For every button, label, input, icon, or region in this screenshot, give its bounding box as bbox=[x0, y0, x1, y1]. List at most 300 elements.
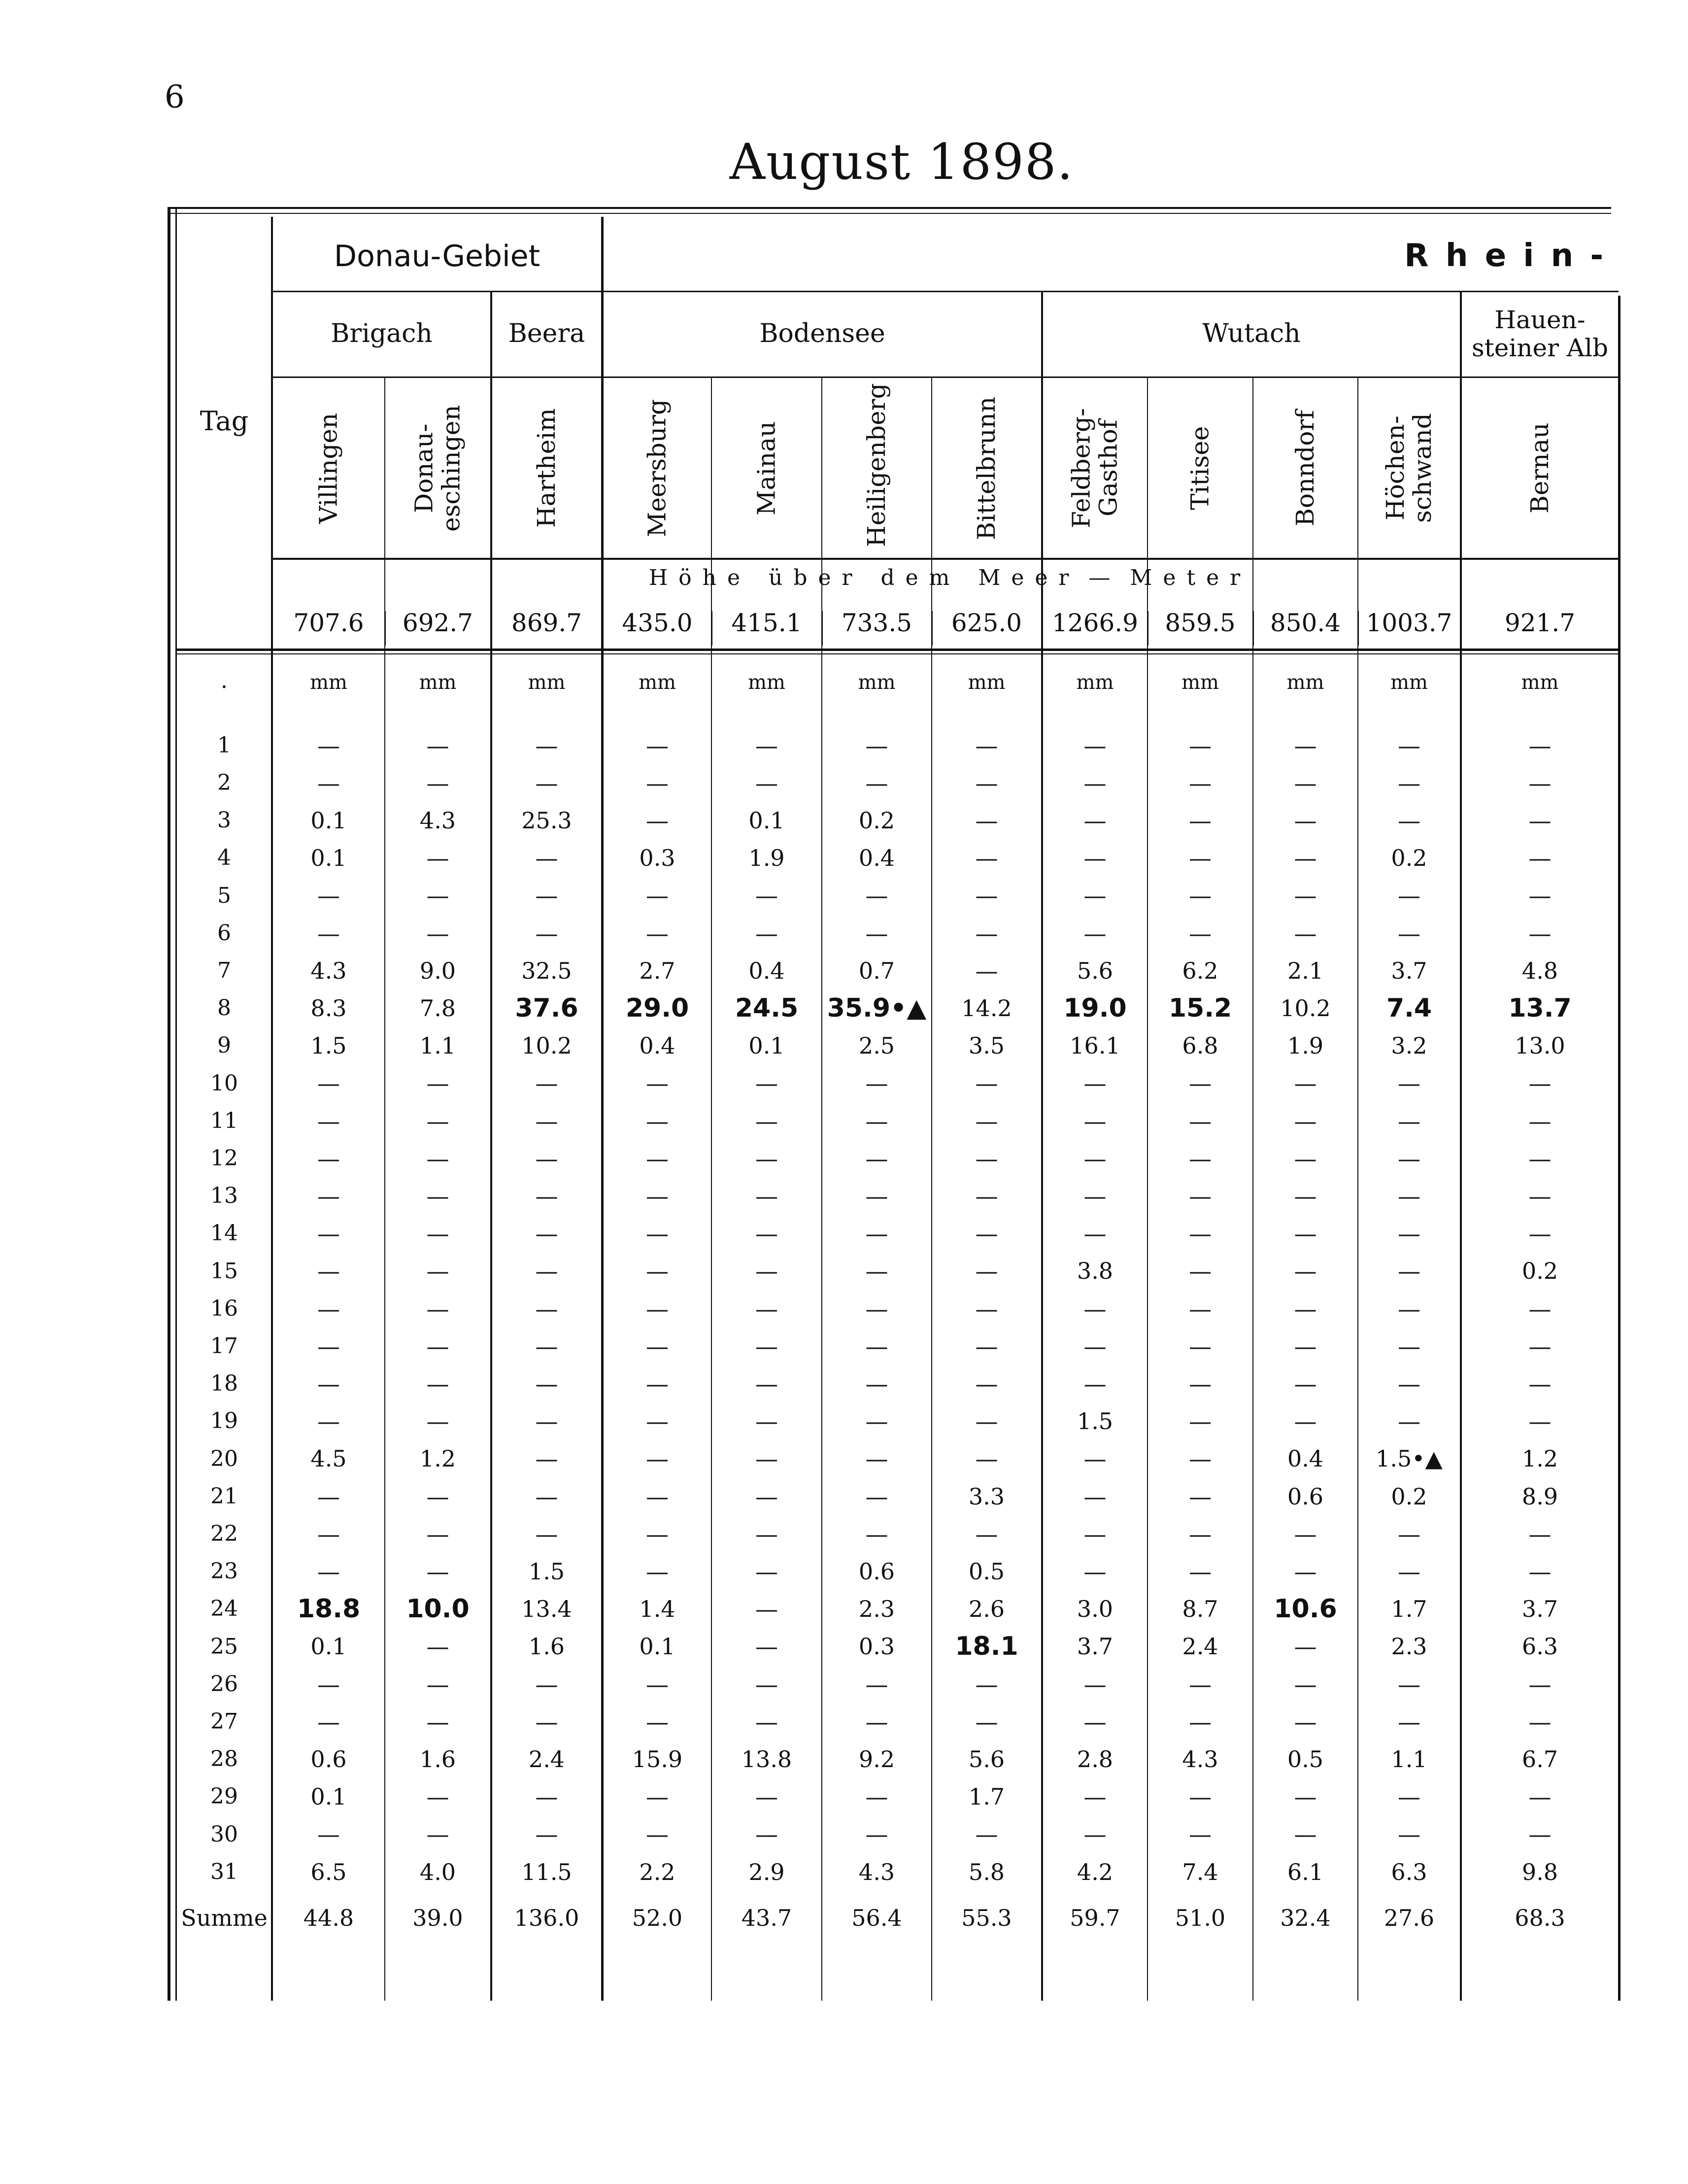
dash-cell: — bbox=[975, 1258, 998, 1285]
dash-cell: — bbox=[1398, 1520, 1420, 1547]
dash-cell: — bbox=[1294, 1370, 1317, 1398]
dash-cell: — bbox=[755, 1558, 778, 1585]
dash-cell: — bbox=[646, 1783, 669, 1810]
precip-value: 0.7 bbox=[858, 957, 895, 984]
sum-value: 39.0 bbox=[412, 1904, 463, 1931]
dash-cell: — bbox=[755, 1295, 778, 1322]
precip-value: 2.3 bbox=[858, 1596, 895, 1623]
precip-value: 15.9 bbox=[632, 1746, 683, 1773]
dash-cell: — bbox=[426, 1483, 449, 1510]
dash-cell: — bbox=[1083, 807, 1107, 834]
sum-label: Summe bbox=[181, 1904, 268, 1931]
dash-cell: — bbox=[975, 732, 998, 759]
day-number: 2 bbox=[217, 770, 231, 795]
day-number: 25 bbox=[210, 1634, 238, 1659]
dash-cell: — bbox=[1398, 1295, 1420, 1322]
dash-cell: — bbox=[646, 769, 669, 796]
precip-value: 0.5 bbox=[1287, 1746, 1324, 1773]
dash-cell: — bbox=[1294, 1295, 1317, 1322]
sum-value: 59.7 bbox=[1070, 1904, 1120, 1931]
subgroup-bodensee: Bodensee bbox=[759, 319, 885, 349]
precip-value: 7.8 bbox=[419, 995, 456, 1022]
dash-cell: — bbox=[755, 1520, 778, 1547]
precip-value: 14.2 bbox=[961, 995, 1012, 1022]
station-name bbox=[273, 389, 384, 547]
dash-cell: — bbox=[1294, 1070, 1317, 1097]
dash-cell: — bbox=[426, 1408, 449, 1435]
precip-value: 1.9 bbox=[1287, 1032, 1324, 1059]
station-name-line2: Gasthof bbox=[1094, 419, 1123, 517]
day-number: 5 bbox=[217, 883, 231, 908]
dash-cell: — bbox=[1528, 1107, 1552, 1134]
precip-value: 1.6 bbox=[419, 1746, 456, 1773]
dash-cell: — bbox=[1398, 1408, 1420, 1435]
dash-cell: — bbox=[426, 1220, 449, 1247]
dash-cell: — bbox=[975, 1708, 998, 1735]
tag-header: Tag bbox=[200, 405, 249, 437]
precip-value: 3.3 bbox=[968, 1483, 1005, 1510]
precip-value: 9.8 bbox=[1521, 1858, 1558, 1885]
dash-cell: — bbox=[975, 1445, 998, 1472]
precip-value: 1.2 bbox=[1521, 1445, 1558, 1472]
precip-value: 2.1 bbox=[1287, 957, 1324, 984]
station-name bbox=[492, 389, 601, 547]
dash-cell: — bbox=[1294, 1558, 1317, 1585]
dash-cell: — bbox=[646, 1671, 669, 1698]
station-name-line1: Bittelbrunn bbox=[972, 396, 1001, 540]
dash-cell: — bbox=[1398, 1107, 1420, 1134]
dash-cell: — bbox=[317, 1107, 340, 1134]
dash-cell: — bbox=[426, 1633, 449, 1660]
dash-cell: — bbox=[755, 769, 778, 796]
precip-value: 29.0 bbox=[625, 993, 689, 1023]
precip-value: 1.4 bbox=[639, 1596, 675, 1623]
dash-cell: — bbox=[646, 1520, 669, 1547]
precip-value: 6.1 bbox=[1287, 1858, 1324, 1885]
dash-cell: — bbox=[535, 1821, 558, 1848]
dash-cell: — bbox=[1083, 1558, 1107, 1585]
unit-label: mm bbox=[748, 671, 785, 694]
precip-value: 1.5 bbox=[528, 1558, 565, 1585]
precip-value: 1.1 bbox=[419, 1032, 456, 1059]
precip-value: 1.6 bbox=[528, 1633, 565, 1660]
sum-value: 55.3 bbox=[961, 1904, 1012, 1931]
precip-value: 0.6 bbox=[858, 1558, 895, 1585]
dash-cell: — bbox=[1083, 845, 1107, 872]
dash-cell: — bbox=[1294, 1183, 1317, 1210]
dash-cell: — bbox=[865, 1671, 888, 1698]
dash-cell: — bbox=[1528, 769, 1552, 796]
dash-cell: — bbox=[755, 1596, 778, 1623]
subgroup-wutach: Wutach bbox=[1202, 319, 1301, 349]
dash-cell: — bbox=[865, 920, 888, 947]
dash-cell: — bbox=[1398, 807, 1420, 834]
dash-cell: — bbox=[1398, 1220, 1420, 1247]
dash-cell: — bbox=[975, 845, 998, 872]
day-number: 28 bbox=[210, 1746, 238, 1772]
frame-right bbox=[1618, 296, 1620, 2001]
dash-cell: — bbox=[1083, 1708, 1107, 1735]
station-name bbox=[1253, 389, 1357, 547]
dash-cell: — bbox=[1189, 1408, 1212, 1435]
dash-cell: — bbox=[1528, 732, 1552, 759]
station-name bbox=[1358, 389, 1460, 547]
day-number: 26 bbox=[210, 1671, 238, 1697]
dash-cell: — bbox=[865, 1520, 888, 1547]
precip-value: 37.6 bbox=[515, 993, 578, 1023]
unit-label: mm bbox=[1390, 671, 1428, 694]
dash-cell: — bbox=[975, 957, 998, 984]
dash-cell: — bbox=[755, 1258, 778, 1285]
dash-cell: — bbox=[755, 1183, 778, 1210]
precip-value: 24.5 bbox=[735, 993, 799, 1023]
station-elevation: 1266.9 bbox=[1052, 609, 1138, 638]
sum-value: 68.3 bbox=[1515, 1904, 1565, 1931]
dash-cell: — bbox=[1083, 1070, 1107, 1097]
dash-cell: — bbox=[755, 1708, 778, 1735]
subgroup-divider bbox=[271, 376, 1619, 378]
subgroup-hauensteiner-alb bbox=[1462, 292, 1618, 376]
dash-cell: — bbox=[1189, 1708, 1212, 1735]
dash-cell: — bbox=[975, 1821, 998, 1848]
dash-cell: — bbox=[535, 1220, 558, 1247]
precip-value: 0.4 bbox=[639, 1032, 675, 1059]
dash-cell: — bbox=[1083, 1671, 1107, 1698]
dash-cell: — bbox=[426, 1183, 449, 1210]
dash-cell: — bbox=[1294, 769, 1317, 796]
dash-cell: — bbox=[317, 1332, 340, 1360]
dash-cell: — bbox=[1189, 732, 1212, 759]
dash-cell: — bbox=[646, 1370, 669, 1398]
precip-value: 0.1 bbox=[639, 1633, 675, 1660]
dash-cell: — bbox=[755, 1070, 778, 1097]
dash-cell: — bbox=[1528, 1671, 1552, 1698]
station-name-line1: Donau- bbox=[409, 423, 439, 513]
dash-cell: — bbox=[1528, 1408, 1552, 1435]
station-name bbox=[385, 389, 490, 547]
dash-cell: — bbox=[865, 1821, 888, 1848]
day-number: 30 bbox=[210, 1821, 238, 1847]
dash-cell: — bbox=[1398, 1258, 1420, 1285]
dash-cell: — bbox=[1294, 1783, 1317, 1810]
dash-cell: — bbox=[426, 1783, 449, 1810]
dash-cell: — bbox=[535, 1520, 558, 1547]
dash-cell: — bbox=[317, 1671, 340, 1698]
precip-value: 1.5 bbox=[1077, 1408, 1114, 1435]
precip-value: 1.2 bbox=[419, 1445, 456, 1472]
station-name-line1: Höchen- bbox=[1381, 415, 1410, 521]
dash-cell: — bbox=[1528, 920, 1552, 947]
dash-cell: — bbox=[1528, 1520, 1552, 1547]
station-name bbox=[1043, 389, 1147, 547]
dash-cell: — bbox=[646, 1332, 669, 1360]
dash-cell: — bbox=[1294, 1220, 1317, 1247]
dash-cell: — bbox=[535, 920, 558, 947]
dash-cell: — bbox=[317, 1408, 340, 1435]
day-number: 8 bbox=[217, 995, 231, 1021]
dash-cell: — bbox=[1083, 1295, 1107, 1322]
precip-value: 0.6 bbox=[310, 1746, 347, 1773]
precip-value: 13.7 bbox=[1508, 993, 1572, 1023]
dash-cell: — bbox=[1528, 1070, 1552, 1097]
dash-cell: — bbox=[426, 769, 449, 796]
station-elevation: 1003.7 bbox=[1366, 609, 1452, 638]
precip-value: 5.8 bbox=[968, 1858, 1005, 1885]
dash-cell: — bbox=[646, 1558, 669, 1585]
dash-cell: — bbox=[755, 1145, 778, 1172]
dash-cell: — bbox=[426, 1370, 449, 1398]
day-number: 13 bbox=[210, 1183, 238, 1209]
dash-cell: — bbox=[1189, 1445, 1212, 1472]
dash-cell: — bbox=[426, 1258, 449, 1285]
dash-cell: — bbox=[646, 732, 669, 759]
unit-label: mm bbox=[310, 671, 347, 694]
dash-cell: — bbox=[426, 845, 449, 872]
day-number: 15 bbox=[210, 1258, 238, 1284]
dash-cell: — bbox=[1189, 1558, 1212, 1585]
dash-cell: — bbox=[1294, 1821, 1317, 1848]
dash-cell: — bbox=[646, 1070, 669, 1097]
dash-cell: — bbox=[535, 1332, 558, 1360]
dash-cell: — bbox=[535, 732, 558, 759]
dash-cell: — bbox=[1528, 882, 1552, 909]
dash-cell: — bbox=[317, 1145, 340, 1172]
precip-value: 2.4 bbox=[1182, 1633, 1218, 1660]
dash-cell: — bbox=[535, 1295, 558, 1322]
dash-cell: — bbox=[1398, 1070, 1420, 1097]
station-name-line1: Villingen bbox=[314, 412, 343, 524]
header-bottom-inner bbox=[175, 653, 1619, 654]
dash-cell: — bbox=[1528, 1370, 1552, 1398]
dash-cell: — bbox=[1189, 1220, 1212, 1247]
station-name-line1: Bernau bbox=[1525, 422, 1554, 514]
dash-cell: — bbox=[1189, 807, 1212, 834]
dash-cell: — bbox=[1083, 1821, 1107, 1848]
dash-cell: — bbox=[1189, 882, 1212, 909]
sum-value: 56.4 bbox=[851, 1904, 902, 1931]
dash-cell: — bbox=[975, 1220, 998, 1247]
precip-value: 3.5 bbox=[968, 1032, 1005, 1059]
dash-cell: — bbox=[535, 1183, 558, 1210]
subgroup-beera: Beera bbox=[508, 319, 585, 349]
dash-cell: — bbox=[975, 1370, 998, 1398]
precip-value: 8.9 bbox=[1521, 1483, 1558, 1510]
dash-cell: — bbox=[755, 1107, 778, 1134]
precip-value: 1.7 bbox=[1391, 1596, 1427, 1623]
precip-value: 10.2 bbox=[1280, 995, 1331, 1022]
day-number: 19 bbox=[210, 1408, 238, 1434]
precip-value: 5.6 bbox=[1077, 957, 1114, 984]
dash-cell: — bbox=[317, 920, 340, 947]
dash-cell: — bbox=[535, 1408, 558, 1435]
dash-cell: — bbox=[426, 1708, 449, 1735]
precip-value: 1.1 bbox=[1391, 1746, 1427, 1773]
dash-cell: — bbox=[1189, 1332, 1212, 1360]
day-number: 3 bbox=[217, 808, 231, 833]
dash-cell: — bbox=[975, 1520, 998, 1547]
unit-label: mm bbox=[419, 671, 457, 694]
dash-cell: — bbox=[975, 807, 998, 834]
sum-value: 52.0 bbox=[632, 1904, 683, 1931]
precip-value: 25.3 bbox=[521, 807, 572, 834]
unit-label: mm bbox=[528, 671, 566, 694]
dash-cell: — bbox=[1189, 845, 1212, 872]
dash-cell: — bbox=[426, 732, 449, 759]
rainfall-table bbox=[168, 207, 1611, 2001]
dash-cell: — bbox=[1528, 845, 1552, 872]
dash-cell: — bbox=[1294, 1408, 1317, 1435]
dash-cell: — bbox=[317, 1183, 340, 1210]
precip-value: 16.1 bbox=[1070, 1032, 1120, 1059]
unit-label: mm bbox=[968, 671, 1006, 694]
dash-cell: — bbox=[1294, 732, 1317, 759]
elevation-tick bbox=[1041, 611, 1043, 646]
dash-cell: — bbox=[975, 1671, 998, 1698]
precip-value: 2.5 bbox=[858, 1032, 895, 1059]
group-rhein: R h e i n - bbox=[1404, 238, 1606, 274]
dash-cell: — bbox=[1398, 1183, 1420, 1210]
dash-cell: — bbox=[317, 1821, 340, 1848]
dash-cell: — bbox=[1528, 1783, 1552, 1810]
dash-cell: — bbox=[1528, 1295, 1552, 1322]
subgroup-brigach: Brigach bbox=[331, 319, 433, 349]
dash-cell: — bbox=[1294, 845, 1317, 872]
precip-value: 6.8 bbox=[1182, 1032, 1218, 1059]
height-label: H ö h e ü b e r d e m M e e r — M e t e r bbox=[648, 565, 1243, 590]
dash-cell: — bbox=[755, 1445, 778, 1472]
station-name bbox=[1148, 389, 1252, 547]
precip-value: 11.5 bbox=[521, 1858, 572, 1885]
subgroup-hauen-line2: steiner Alb bbox=[1471, 334, 1609, 362]
day-number: 20 bbox=[210, 1446, 238, 1471]
dash-cell: — bbox=[865, 1107, 888, 1134]
dash-cell: — bbox=[426, 1558, 449, 1585]
dash-cell: — bbox=[1294, 1708, 1317, 1735]
unit-label: mm bbox=[1521, 671, 1559, 694]
precip-value: 3.7 bbox=[1077, 1633, 1114, 1660]
precip-value: 4.3 bbox=[419, 807, 456, 834]
dash-cell: — bbox=[646, 1445, 669, 1472]
precip-value: 15.2 bbox=[1168, 993, 1232, 1023]
station-name bbox=[604, 389, 711, 547]
dash-cell: — bbox=[535, 1708, 558, 1735]
precip-value: 0.2 bbox=[858, 807, 895, 834]
precip-value: 35.9•▲ bbox=[827, 993, 927, 1023]
dash-cell: — bbox=[317, 1520, 340, 1547]
dash-cell: — bbox=[1398, 1708, 1420, 1735]
precip-value: 8.7 bbox=[1182, 1596, 1218, 1623]
dash-cell: — bbox=[426, 882, 449, 909]
dash-cell: — bbox=[535, 1145, 558, 1172]
day-number: 11 bbox=[210, 1108, 238, 1133]
elevation-tick bbox=[601, 611, 603, 646]
station-elevation: 850.4 bbox=[1270, 609, 1341, 638]
station-elevation: 921.7 bbox=[1504, 609, 1576, 638]
precip-value: 0.1 bbox=[310, 1783, 347, 1810]
dash-cell: — bbox=[1398, 1370, 1420, 1398]
frame-left-inner bbox=[175, 207, 177, 2001]
dash-cell: — bbox=[865, 769, 888, 796]
day-number: 9 bbox=[217, 1033, 231, 1058]
day-number: 14 bbox=[210, 1221, 238, 1246]
dash-cell: — bbox=[1083, 1445, 1107, 1472]
precip-value: 2.7 bbox=[639, 957, 675, 984]
height-divider bbox=[271, 558, 1619, 560]
dash-cell: — bbox=[426, 1070, 449, 1097]
dash-cell: — bbox=[646, 882, 669, 909]
elevation-tick bbox=[490, 611, 492, 646]
dash-cell: — bbox=[865, 882, 888, 909]
precip-value: 6.5 bbox=[310, 1858, 347, 1885]
day-number: 1 bbox=[217, 732, 231, 758]
station-name bbox=[932, 389, 1041, 547]
dash-cell: — bbox=[1083, 1483, 1107, 1510]
precip-value: 8.3 bbox=[310, 995, 347, 1022]
dash-cell: — bbox=[1083, 920, 1107, 947]
precip-value: 5.6 bbox=[968, 1746, 1005, 1773]
dash-cell: — bbox=[1294, 1633, 1317, 1660]
precip-value: 32.5 bbox=[521, 957, 572, 984]
precip-value: 13.0 bbox=[1515, 1032, 1565, 1059]
dash-cell: — bbox=[975, 1408, 998, 1435]
dash-cell: — bbox=[865, 1220, 888, 1247]
sum-value: 43.7 bbox=[741, 1904, 792, 1931]
sum-value: 27.6 bbox=[1384, 1904, 1435, 1931]
dash-cell: — bbox=[755, 1783, 778, 1810]
precip-value: 9.2 bbox=[858, 1746, 895, 1773]
elevation-tick bbox=[1460, 611, 1461, 646]
dash-cell: — bbox=[1294, 1145, 1317, 1172]
dash-cell: — bbox=[1189, 1070, 1212, 1097]
dash-cell: — bbox=[865, 1258, 888, 1285]
precip-value: 10.2 bbox=[521, 1032, 572, 1059]
dash-cell: — bbox=[426, 1671, 449, 1698]
precip-value: 4.2 bbox=[1077, 1858, 1114, 1885]
precip-value: 1.5 bbox=[310, 1032, 347, 1059]
dash-cell: — bbox=[317, 1558, 340, 1585]
day-number: 6 bbox=[217, 920, 231, 946]
dash-cell: — bbox=[317, 1258, 340, 1285]
dash-cell: — bbox=[646, 1258, 669, 1285]
dash-cell: — bbox=[1294, 1520, 1317, 1547]
precip-value: 0.3 bbox=[858, 1633, 895, 1660]
precip-value: 10.0 bbox=[406, 1594, 470, 1624]
sum-value: 32.4 bbox=[1280, 1904, 1331, 1931]
dash-cell: — bbox=[1083, 882, 1107, 909]
dash-cell: — bbox=[646, 1145, 669, 1172]
day-number: 22 bbox=[210, 1521, 238, 1546]
dash-cell: — bbox=[1189, 920, 1212, 947]
precip-value: 4.3 bbox=[1182, 1746, 1218, 1773]
dash-cell: — bbox=[1294, 1107, 1317, 1134]
dash-cell: — bbox=[1189, 1145, 1212, 1172]
precip-value: 1.9 bbox=[748, 845, 785, 872]
dash-cell: — bbox=[1083, 1107, 1107, 1134]
day-number: 29 bbox=[210, 1784, 238, 1809]
frame-left-outer bbox=[168, 207, 170, 2001]
precip-value: 6.2 bbox=[1182, 957, 1218, 984]
precip-value: 4.8 bbox=[1521, 957, 1558, 984]
dash-cell: — bbox=[1398, 1671, 1420, 1698]
precip-value: 1.5•▲ bbox=[1376, 1445, 1443, 1472]
dash-cell: — bbox=[1398, 1332, 1420, 1360]
precip-value: 6.3 bbox=[1521, 1633, 1558, 1660]
dash-cell: — bbox=[1294, 1332, 1317, 1360]
dash-cell: — bbox=[865, 1332, 888, 1360]
dash-cell: — bbox=[646, 1483, 669, 1510]
dash-cell: — bbox=[535, 1483, 558, 1510]
dash-cell: — bbox=[317, 1070, 340, 1097]
